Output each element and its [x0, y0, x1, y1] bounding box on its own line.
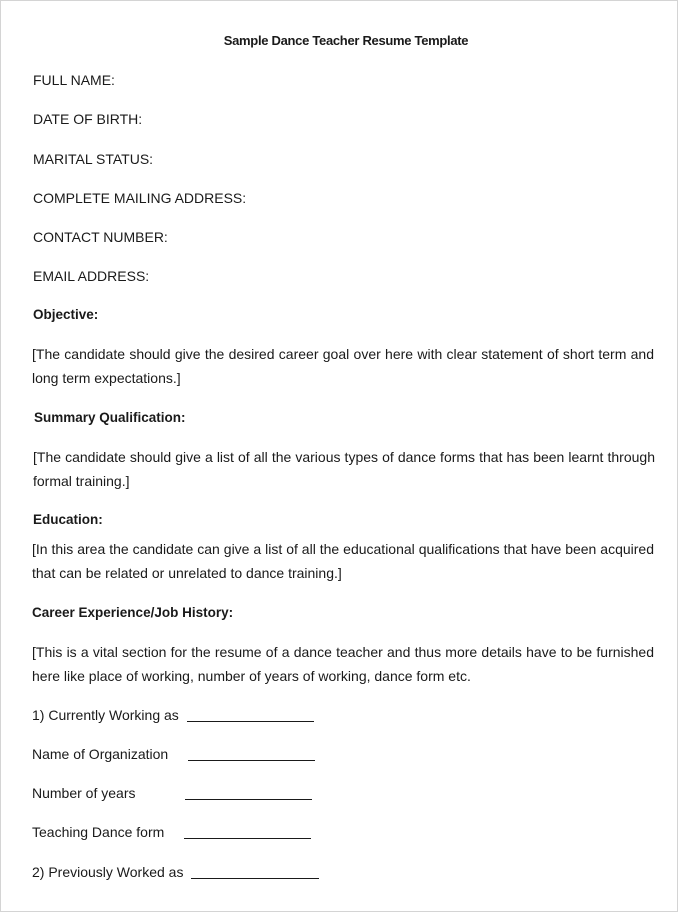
- previously-worked-label: 2) Previously Worked as: [32, 864, 184, 880]
- teaching-dance-form-label: Teaching Dance form: [32, 824, 165, 840]
- currently-working-blank[interactable]: [187, 721, 314, 722]
- objective-heading: Objective:: [33, 307, 99, 322]
- date-of-birth-label: DATE OF BIRTH:: [33, 111, 143, 127]
- mailing-address-label: COMPLETE MAILING ADDRESS:: [33, 190, 247, 206]
- email-address-label: EMAIL ADDRESS:: [33, 268, 150, 284]
- number-of-years-label: Number of years: [32, 785, 136, 801]
- previously-worked-blank[interactable]: [191, 878, 319, 879]
- teaching-dance-form-blank[interactable]: [184, 838, 311, 839]
- education-body: [In this area the candidate can give a list of all the educational qualifications that have been acquired that can be related or unrelated to dance training.]: [32, 541, 654, 581]
- organization-label: Name of Organization: [32, 746, 169, 762]
- marital-status-label: MARITAL STATUS:: [33, 151, 154, 167]
- contact-number-label: CONTACT NUMBER:: [33, 229, 168, 245]
- summary-heading: Summary Qualification:: [34, 410, 186, 425]
- career-heading: Career Experience/Job History:: [32, 605, 234, 620]
- full-name-label: FULL NAME:: [33, 72, 115, 88]
- summary-body: [The candidate should give a list of all the various types of dance forms that has been learnt through formal training.]: [33, 449, 655, 489]
- number-of-years-blank[interactable]: [185, 799, 312, 800]
- organization-blank[interactable]: [188, 760, 315, 761]
- career-body: [This is a vital section for the resume of a dance teacher and thus more details have to be furnished here like place of working, number of years of working, dance form etc.: [32, 644, 654, 684]
- education-heading: Education:: [33, 512, 103, 527]
- page-title: Sample Dance Teacher Resume Template: [223, 33, 469, 48]
- objective-body: [The candidate should give the desired career goal over here with clear statement of short term and long term expectations.]: [32, 346, 654, 386]
- currently-working-label: 1) Currently Working as: [32, 707, 179, 723]
